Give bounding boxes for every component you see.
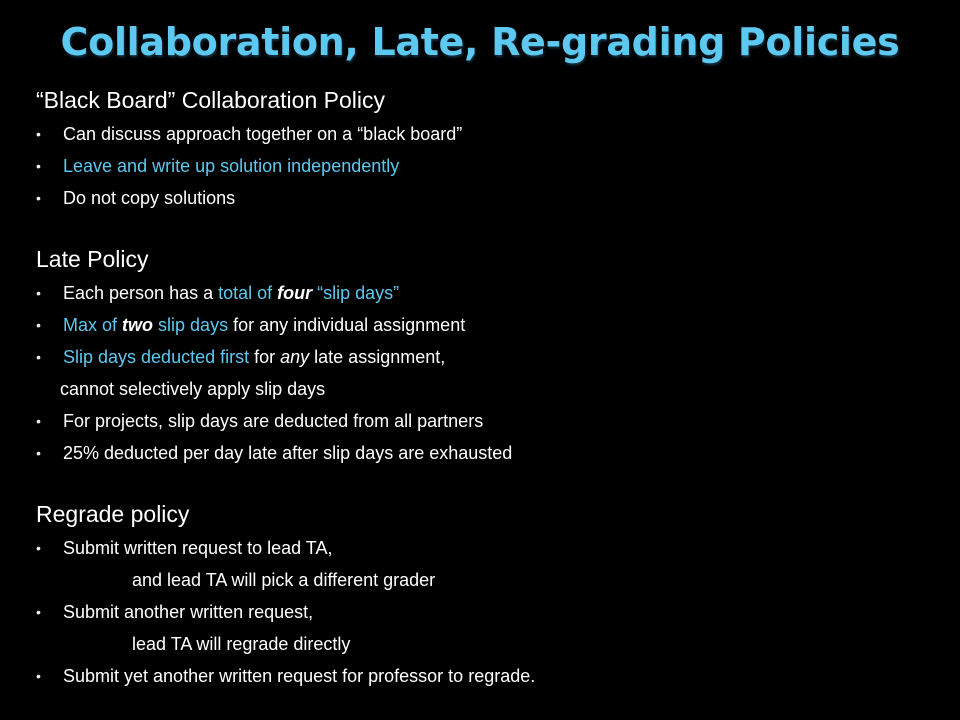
bullet-text-part: for	[249, 347, 281, 367]
bullet-text: Can discuss approach together on a “black board”	[63, 124, 463, 144]
bullet-continuation: lead TA will regrade directly	[132, 634, 351, 654]
bullet-item	[36, 277, 936, 309]
bullet-item	[36, 437, 936, 469]
bullet-text: Submit written request to lead TA,	[63, 538, 333, 558]
spacer	[36, 469, 936, 496]
spacer	[36, 214, 936, 241]
bullet-text-highlight: total of	[218, 283, 278, 303]
bullet-continuation: and lead TA will pick a different grader	[132, 570, 436, 590]
bullet-text: Leave and write up solution independently	[63, 156, 400, 176]
bullet-icon: •	[36, 349, 41, 365]
bullet-text-highlight: slip days	[153, 315, 229, 335]
regrade-policy-heading: Regrade policy	[36, 501, 190, 527]
late-policy-heading: Late Policy	[36, 246, 149, 272]
bullet-text-highlight: “slip days”	[312, 283, 400, 303]
bullet-icon: •	[36, 540, 41, 556]
bullet-continuation: cannot selectively apply slip days	[60, 379, 326, 399]
bullet-icon: •	[36, 604, 41, 620]
bullet-text-highlight: Max of	[63, 315, 123, 335]
bullet-item	[36, 532, 936, 564]
bullet-text-part: late assignment,	[309, 347, 446, 367]
bullet-icon: •	[36, 190, 41, 206]
collaboration-heading: “Black Board” Collaboration Policy	[36, 87, 385, 113]
bullet-text-emphasis: two	[122, 315, 154, 335]
bullet-text: 25% deducted per day late after slip days are exhausted	[63, 443, 513, 463]
bullet-icon: •	[36, 317, 41, 333]
bullet-text-part: Each person has a	[63, 283, 219, 303]
bullet-text: Do not copy solutions	[63, 188, 236, 208]
bullet-item	[36, 309, 936, 341]
slide-body	[36, 82, 936, 692]
bullet-item	[36, 118, 936, 150]
bullet-text-highlight: Slip days deducted first	[63, 347, 250, 367]
bullet-text: Submit another written request,	[63, 602, 314, 622]
bullet-text: For projects, slip days are deducted from all partners	[63, 411, 484, 431]
bullet-text-emphasis: any	[280, 347, 310, 367]
bullet-item	[36, 182, 936, 214]
bullet-item	[36, 341, 936, 373]
bullet-icon: •	[36, 285, 41, 301]
bullet-icon: •	[36, 126, 41, 142]
bullet-icon: •	[36, 158, 41, 174]
bullet-icon: •	[36, 668, 41, 684]
bullet-icon: •	[36, 445, 41, 461]
bullet-icon: •	[36, 413, 41, 429]
bullet-item	[36, 405, 936, 437]
bullet-item	[36, 150, 936, 182]
bullet-item	[36, 660, 936, 692]
bullet-text: Submit yet another written request for professor to regrade.	[63, 666, 536, 686]
bullet-text-emphasis: four	[277, 283, 313, 303]
bullet-item	[36, 596, 936, 628]
bullet-text-part: for any individual assignment	[228, 315, 466, 335]
slide-title: Collaboration, Late, Re-grading Policies	[60, 20, 900, 64]
